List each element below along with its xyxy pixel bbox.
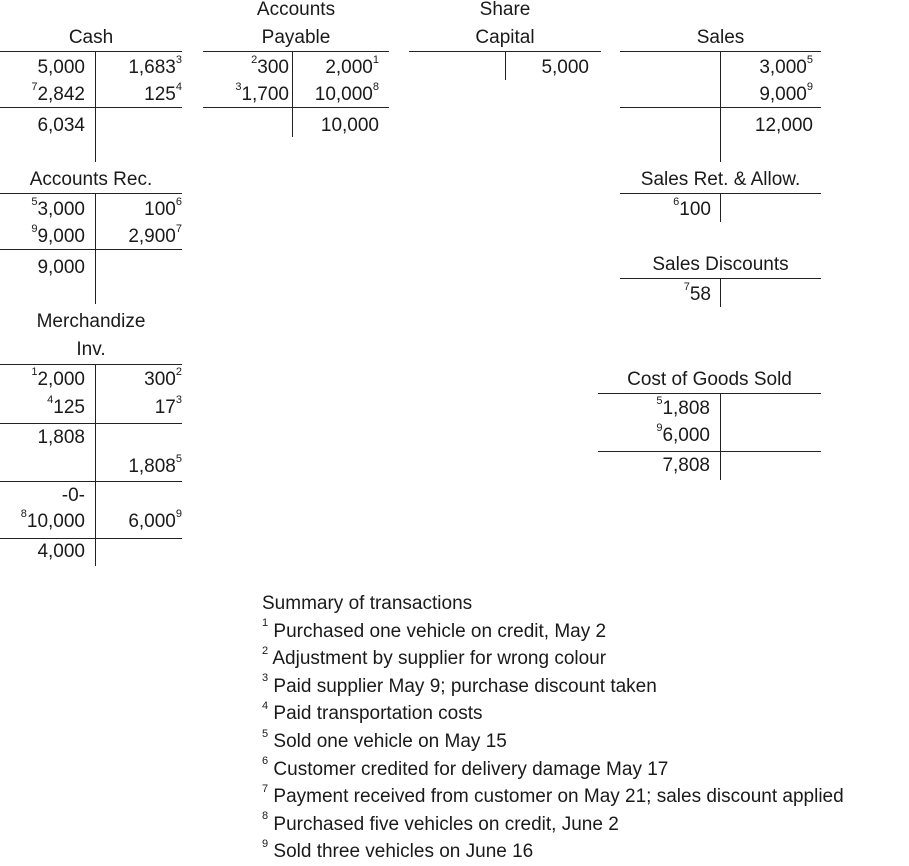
credit-entry: $100^6$ <box>144 195 182 220</box>
account-title: Inv. <box>76 339 106 360</box>
t-account-accounts-receivable <box>0 166 182 284</box>
account-title: Cash <box>68 27 114 48</box>
debit-entry: $^2$300 <box>251 53 289 78</box>
t-account-accounts-payable <box>203 0 389 142</box>
account-title: Sales <box>696 27 745 48</box>
account-title: Accounts <box>256 0 336 20</box>
summary-item: $^7$ Payment received from customer on May 21; sales discount applied <box>262 782 844 808</box>
account-title: Sales Discounts <box>652 254 789 275</box>
credit-balance: 10,000 <box>320 115 379 136</box>
debit-entry: $^7$58 <box>683 280 711 305</box>
credit-entry: 2,900$^7$ <box>128 222 182 247</box>
credit-entry: 2,000$^1$ <box>325 53 379 78</box>
debit-balance: 4,000 <box>37 541 85 562</box>
account-title: Sales Ret. & Allow. <box>640 169 801 190</box>
credit-entry: 6,000$^9$ <box>128 507 182 532</box>
debit-entry: $^5$1,808 <box>656 394 710 419</box>
transaction-summary <box>262 590 844 866</box>
summary-item: $^4$ Paid transportation costs <box>262 700 483 725</box>
account-title: Cost of Goods Sold <box>627 369 792 390</box>
debit-balance: 1,808 <box>37 427 85 448</box>
debit-entry: 5,000 <box>37 57 85 78</box>
debit-entry: $^4$125 <box>47 393 85 418</box>
summary-heading: Summary of transactions <box>262 593 473 614</box>
account-title: Payable <box>261 27 331 48</box>
debit-balance: 6,034 <box>37 115 85 136</box>
debit-entry: $^5$3,000 <box>31 195 85 220</box>
summary-item: $^1$ Purchased one vehicle on credit, May 2 <box>262 617 607 642</box>
debit-balance: 7,808 <box>662 455 710 476</box>
credit-balance: 12,000 <box>754 115 813 136</box>
summary-item: $^6$ Customer credited for delivery damage May 17 <box>262 755 669 780</box>
debit-entry: $^8$10,000 <box>20 507 85 532</box>
credit-entry: $125^4$ <box>144 80 182 105</box>
account-title: Capital <box>475 27 535 48</box>
credit-entry: 1,683$^3$ <box>128 53 182 78</box>
t-account-sales-discounts <box>620 251 821 309</box>
debit-entry: $^9$9,000 <box>31 222 85 247</box>
summary-item: $^9$ Sold three vehicles on June 16 <box>262 838 534 863</box>
summary-item: $^8$ Purchased five vehicles on credit, June 2 <box>262 810 619 835</box>
t-account-sales <box>620 24 821 142</box>
credit-entry: 5,000 <box>541 57 589 78</box>
t-account-cash <box>0 24 182 142</box>
credit-entry: $17^3$ <box>154 393 182 418</box>
t-account-sales-returns <box>620 166 821 224</box>
account-title: Share <box>479 0 531 20</box>
credit-entry: 1,808$^5$ <box>128 452 182 477</box>
credit-entry: 3,000$^5$ <box>759 53 813 78</box>
debit-entry: $^6$100 <box>673 195 711 220</box>
debit-entry: $^3$1,700 <box>235 80 289 105</box>
account-title: Accounts Rec. <box>29 169 153 190</box>
summary-item: $^3$ Paid supplier May 9; purchase discount taken <box>262 672 657 697</box>
t-account-merchandize-inventory <box>0 308 182 568</box>
debit-entry: $^7$2,842 <box>31 80 85 105</box>
account-title: Merchandize <box>36 311 146 332</box>
debit-entry: $^9$6,000 <box>656 421 710 446</box>
summary-item: $^5$ Sold one vehicle on May 15 <box>262 727 507 752</box>
t-account-share-capital <box>409 0 601 86</box>
debit-balance: 9,000 <box>37 257 85 278</box>
debit-balance: -0- <box>61 485 85 506</box>
credit-entry: $300^2$ <box>144 365 182 390</box>
summary-item: $^2$ Adjustment by supplier for wrong colour <box>262 644 607 670</box>
credit-entry: 10,000$^8$ <box>314 80 379 105</box>
credit-entry: 9,000$^9$ <box>759 80 813 105</box>
debit-entry: $^1$2,000 <box>31 365 85 390</box>
t-account-cost-of-goods-sold <box>598 366 821 484</box>
